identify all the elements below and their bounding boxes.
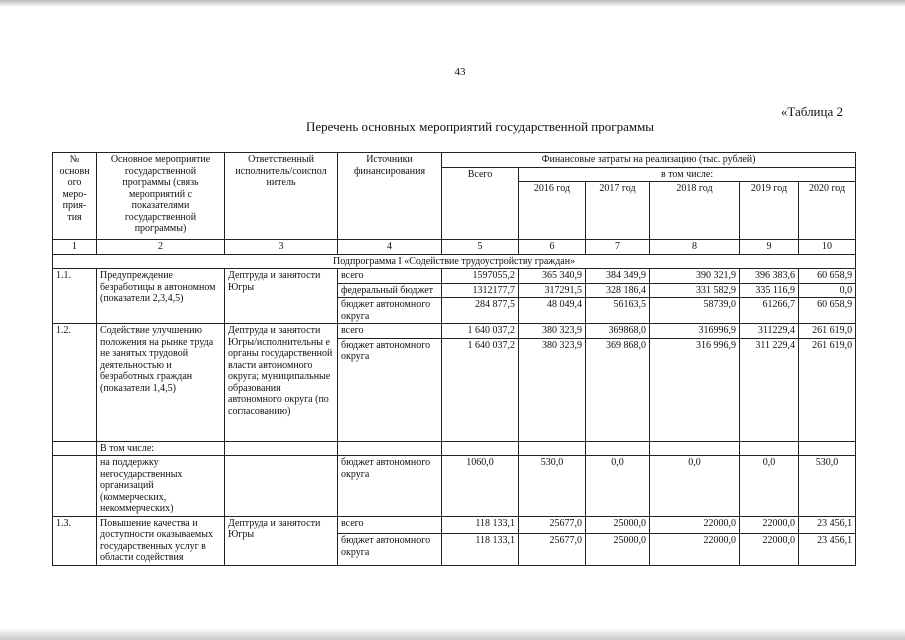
row-measure: Повышение качества и доступности оказываемых государственных услуг в области содействия: [97, 516, 225, 565]
column-number: 1: [53, 240, 97, 255]
row-source: федеральный бюджет: [338, 283, 442, 298]
value-cell: 118 133,1: [442, 516, 519, 534]
value-cell: 61266,7: [740, 298, 799, 324]
value-cell: 1597055,2: [442, 269, 519, 284]
value-cell: 0,0: [586, 456, 650, 517]
row-source: всего: [338, 516, 442, 534]
value-cell: 316 996,9: [650, 338, 740, 441]
value-cell: 25677,0: [519, 534, 586, 565]
row-source: всего: [338, 324, 442, 339]
column-number: 9: [740, 240, 799, 255]
header-year: 2018 год: [650, 182, 740, 240]
scan-top-edge: [0, 0, 905, 6]
header-executor: Ответственный исполнитель/соиспол нитель: [225, 153, 338, 240]
value-cell: 118 133,1: [442, 534, 519, 565]
header-finance: Финансовые затраты на реализацию (тыс. рублей): [442, 153, 856, 168]
table-row: [53, 269, 856, 284]
value-cell: 317291,5: [519, 283, 586, 298]
value-cell: 311 229,4: [740, 338, 799, 441]
header-year: 2019 год: [740, 182, 799, 240]
value-cell: 25677,0: [519, 516, 586, 534]
column-number: 3: [225, 240, 338, 255]
value-cell: 328 186,4: [586, 283, 650, 298]
column-numbers-row: [53, 240, 856, 255]
value-cell: 369868,0: [586, 324, 650, 339]
including-row: [53, 441, 856, 456]
column-number: 4: [338, 240, 442, 255]
table-label: «Таблица 2: [780, 104, 843, 119]
value-cell: 0,0: [650, 456, 740, 517]
value-cell: 48 049,4: [519, 298, 586, 324]
column-number: 7: [586, 240, 650, 255]
row-source: бюджет автономного округа: [338, 298, 442, 324]
header-including: в том числе:: [519, 167, 856, 182]
value-cell: 1060,0: [442, 456, 519, 517]
value-cell: 0,0: [799, 283, 856, 298]
header-year: 2020 год: [799, 182, 856, 240]
column-number: 10: [799, 240, 856, 255]
value-cell: 58739,0: [650, 298, 740, 324]
value-cell: 284 877,5: [442, 298, 519, 324]
value-cell: 1 640 037,2: [442, 324, 519, 339]
value-cell: 22000,0: [650, 534, 740, 565]
header-measure: Основное мероприятие государственной программы (связь мероприятий с показателями государственной программы): [97, 153, 225, 240]
value-cell: 23 456,1: [799, 516, 856, 534]
value-cell: 530,0: [799, 456, 856, 517]
row-source: всего: [338, 269, 442, 284]
row-measure: на поддержку негосударственных организаций (коммерческих, некоммерческих): [97, 456, 225, 517]
program-table: [52, 152, 856, 566]
value-cell: 369 868,0: [586, 338, 650, 441]
value-cell: 311229,4: [740, 324, 799, 339]
value-cell: 384 349,9: [586, 269, 650, 284]
value-cell: 331 582,9: [650, 283, 740, 298]
value-cell: 261 619,0: [799, 324, 856, 339]
value-cell: 335 116,9: [740, 283, 799, 298]
row-number: 1.1.: [53, 269, 97, 324]
value-cell: 25000,0: [586, 516, 650, 534]
including-label: В том числе:: [97, 441, 225, 456]
value-cell: 0,0: [740, 456, 799, 517]
value-cell: 1312177,7: [442, 283, 519, 298]
column-number: 5: [442, 240, 519, 255]
header-year: 2016 год: [519, 182, 586, 240]
row-source: бюджет автономного округа: [338, 456, 442, 517]
subprogram-row: [53, 254, 856, 269]
header-num: № основн ого меро- прия- тия: [53, 153, 97, 240]
value-cell: 316996,9: [650, 324, 740, 339]
table-row: [53, 516, 856, 534]
row-executor: Дептруда и занятости Югры/исполнительны е органы государственной власти автономного округа; муниципальные образования автономного округа (по согласованию): [225, 324, 338, 442]
subprogram-title: Подпрограмма I «Содействие трудоустройству граждан»: [53, 254, 856, 269]
row-number: 1.3.: [53, 516, 97, 565]
value-cell: 380 323,9: [519, 338, 586, 441]
value-cell: 365 340,9: [519, 269, 586, 284]
column-number: 8: [650, 240, 740, 255]
document-title: Перечень основных мероприятий государственной программы: [305, 119, 655, 134]
row-executor: Дептруда и занятости Югры: [225, 516, 338, 565]
scan-bottom-edge: [0, 628, 905, 640]
value-cell: 23 456,1: [799, 534, 856, 565]
value-cell: 60 658,9: [799, 269, 856, 284]
value-cell: 380 323,9: [519, 324, 586, 339]
page-number: 43: [454, 66, 466, 78]
header-source: Источники финансирования: [338, 153, 442, 240]
value-cell: 396 383,6: [740, 269, 799, 284]
row-source: бюджет автономного округа: [338, 534, 442, 565]
value-cell: 530,0: [519, 456, 586, 517]
value-cell: 390 321,9: [650, 269, 740, 284]
table-row: [53, 324, 856, 339]
header-year: 2017 год: [586, 182, 650, 240]
value-cell: 56163,5: [586, 298, 650, 324]
row-measure: Предупреждение безработицы в автономном (показатели 2,3,4,5): [97, 269, 225, 324]
header-total: Всего: [442, 167, 519, 240]
column-number: 6: [519, 240, 586, 255]
value-cell: 261 619,0: [799, 338, 856, 441]
value-cell: 25000,0: [586, 534, 650, 565]
table-row: [53, 456, 856, 517]
row-executor: Дептруда и занятости Югры: [225, 269, 338, 324]
row-measure: Содействие улучшению положения на рынке труда не занятых трудовой деятельностью и безработных граждан (показатели 1,4,5): [97, 324, 225, 442]
column-number: 2: [97, 240, 225, 255]
value-cell: 1 640 037,2: [442, 338, 519, 441]
row-source: бюджет автономного округа: [338, 338, 442, 441]
row-number: 1.2.: [53, 324, 97, 442]
value-cell: 22000,0: [740, 534, 799, 565]
value-cell: 22000,0: [650, 516, 740, 534]
header-row-1: [53, 153, 856, 168]
value-cell: 22000,0: [740, 516, 799, 534]
value-cell: 60 658,9: [799, 298, 856, 324]
